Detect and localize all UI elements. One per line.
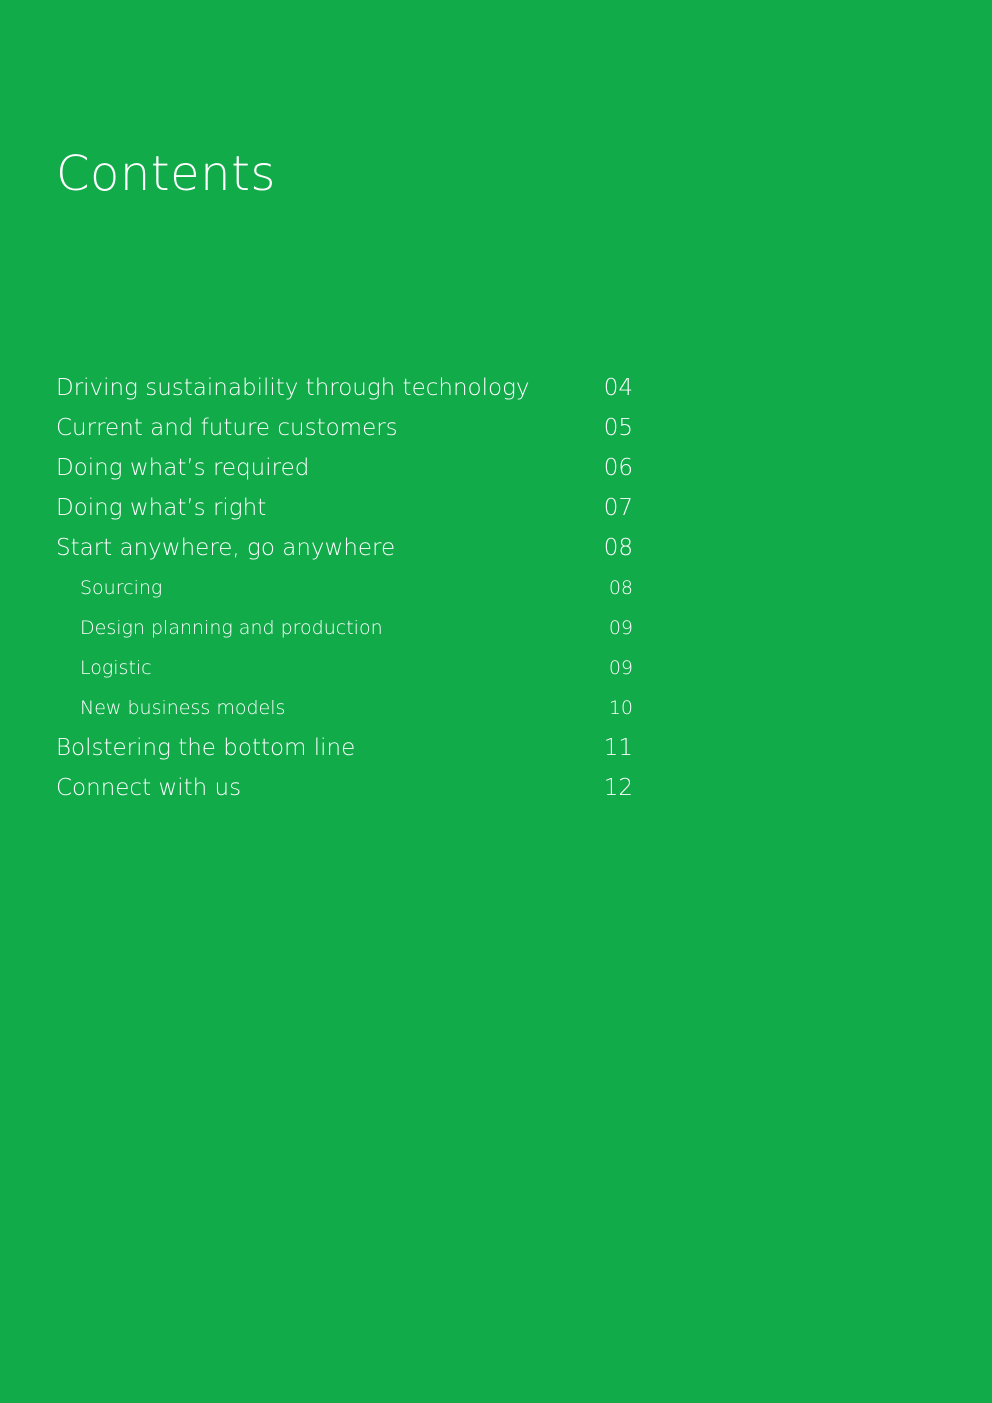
toc-subentry-design-planning-production[interactable] (56, 608, 633, 648)
toc-entry-page-number: 04 (603, 375, 633, 401)
toc-subentry-title: New business models (80, 697, 286, 719)
toc-entry-title: Current and future customers (56, 415, 398, 441)
toc-entry-start-anywhere[interactable] (56, 528, 633, 568)
toc-entry-title: Connect with us (56, 775, 242, 801)
toc-entry-page-number: 06 (603, 455, 633, 481)
toc-entry-driving-sustainability[interactable] (56, 368, 633, 408)
toc-entry-current-future-customers[interactable] (56, 408, 633, 448)
toc-entry-page-number: 07 (603, 495, 633, 521)
toc-entry-page-number: 12 (603, 775, 633, 801)
toc-subentry-title: Logistic (80, 657, 152, 679)
toc-subentry-title: Sourcing (80, 577, 163, 599)
toc-subentry-new-business-models[interactable] (56, 688, 633, 728)
toc-subentry-page-number: 10 (608, 697, 633, 719)
toc-entry-doing-whats-required[interactable] (56, 448, 633, 488)
toc-subentry-page-number: 09 (608, 657, 633, 679)
toc-entry-title: Bolstering the bottom line (56, 735, 356, 761)
toc-entry-title: Doing what’s required (56, 455, 310, 481)
toc-entry-page-number: 11 (603, 735, 633, 761)
toc-subentry-title: Design planning and production (80, 617, 383, 639)
toc-subentry-logistic[interactable] (56, 648, 633, 688)
table-of-contents (56, 368, 633, 808)
toc-entry-title: Doing what’s right (56, 495, 267, 521)
toc-subentry-page-number: 09 (608, 617, 633, 639)
toc-subentry-sourcing[interactable] (56, 568, 633, 608)
toc-entry-page-number: 08 (603, 535, 633, 561)
toc-entry-title: Start anywhere, go anywhere (56, 535, 396, 561)
toc-subentry-page-number: 08 (608, 577, 633, 599)
page-title: Contents (56, 146, 276, 202)
toc-entry-page-number: 05 (603, 415, 633, 441)
toc-entry-connect-with-us[interactable] (56, 768, 633, 808)
toc-entry-bolstering-bottom-line[interactable] (56, 728, 633, 768)
toc-entry-title: Driving sustainability through technology (56, 375, 530, 401)
toc-entry-doing-whats-right[interactable] (56, 488, 633, 528)
